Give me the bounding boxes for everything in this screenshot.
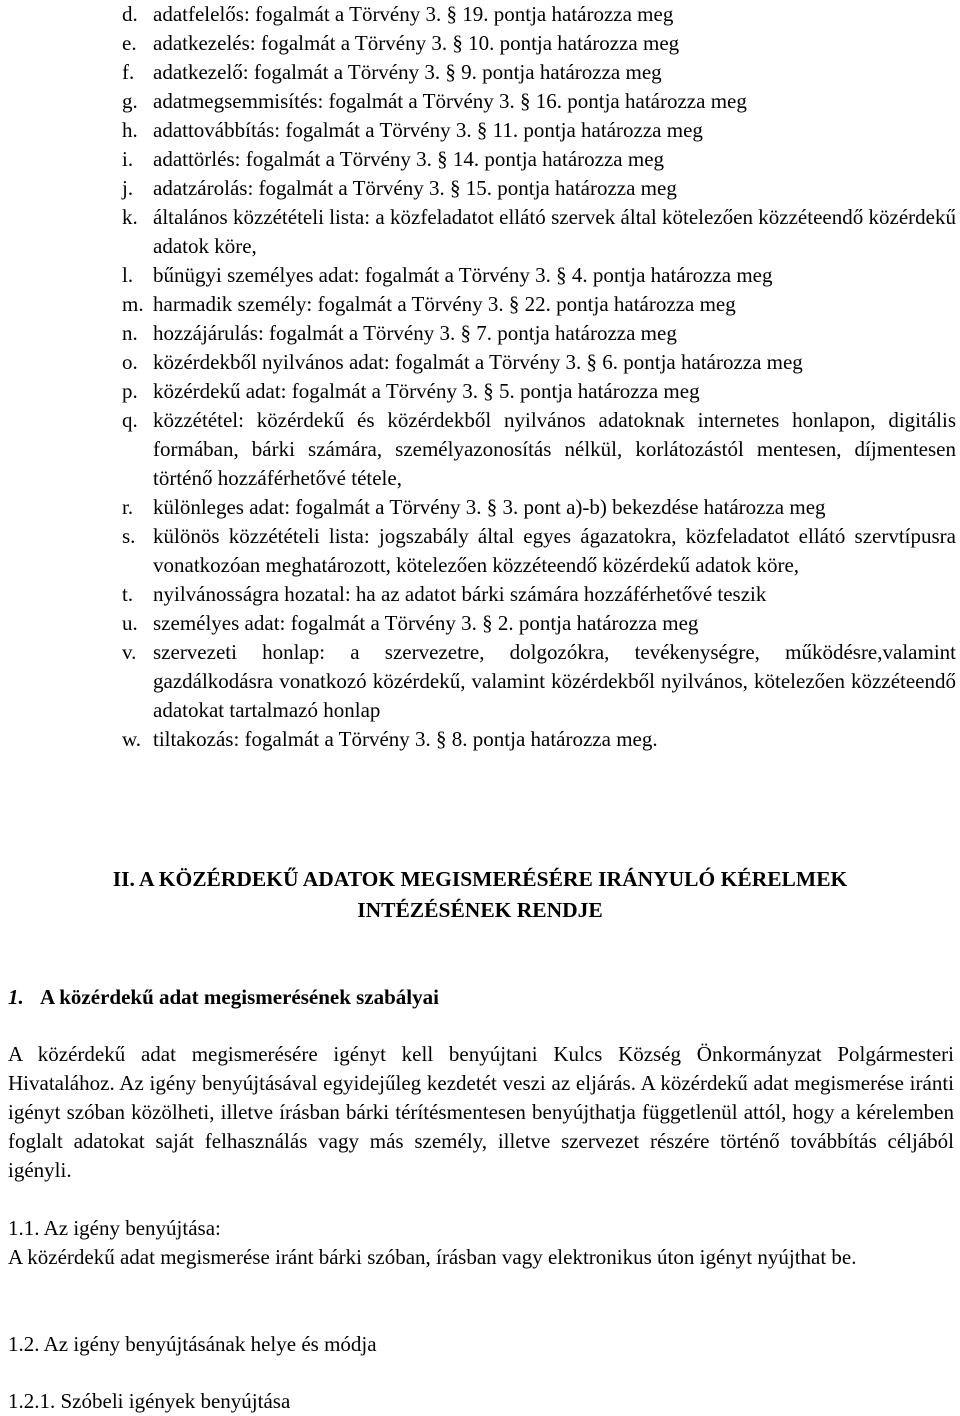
chapter-heading: [40, 864, 920, 926]
list-letter: w.: [122, 727, 142, 751]
list-text: különleges adat: fogalmát a Törvény 3. § 3. pont a)-b) bekezdése határozza meg: [153, 495, 826, 519]
list-text: nyilvánosságra hozatal: ha az adatot bárki számára hozzáférhetővé teszik: [153, 582, 767, 606]
list-item: [122, 203, 956, 261]
chapter-heading-line2: INTÉZÉSÉNEK RENDJE: [357, 898, 603, 922]
list-letter: h.: [122, 118, 138, 142]
list-letter: j.: [122, 176, 134, 200]
list-letter: p.: [122, 379, 138, 403]
section-number: 1.: [8, 985, 24, 1009]
list-letter: f.: [122, 60, 135, 84]
list-text: adatkezelés: fogalmát a Törvény 3. § 10. pontja határozza meg: [153, 31, 680, 55]
list-item: [122, 493, 956, 522]
list-text: adattovábbítás: fogalmát a Törvény 3. § 11. pontja határozza meg: [153, 118, 703, 142]
list-item: [122, 725, 956, 754]
list-letter: u.: [122, 611, 138, 635]
list-item: [122, 87, 956, 116]
list-letter: t.: [122, 582, 134, 606]
list-item: [122, 609, 956, 638]
list-item: [122, 638, 956, 725]
list-text: hozzájárulás: fogalmát a Törvény 3. § 7. pontja határozza meg: [153, 321, 677, 345]
subsection-1-2-title: 1.2. Az igény benyújtásának helye és módja: [8, 1332, 377, 1356]
list-item: [122, 261, 956, 290]
subsection-1-1-title: 1.1. Az igény benyújtása:: [8, 1216, 221, 1240]
list-text: közérdekű adat: fogalmát a Törvény 3. § 5. pontja határozza meg: [153, 379, 700, 403]
list-letter: m.: [122, 292, 144, 316]
list-text: közérdekből nyilvános adat: fogalmát a Törvény 3. § 6. pontja határozza meg: [153, 350, 803, 374]
list-letter: g.: [122, 89, 138, 113]
list-letter: q.: [122, 408, 138, 432]
list-letter: s.: [122, 524, 136, 548]
list-letter: n.: [122, 321, 138, 345]
list-text: személyes adat: fogalmát a Törvény 3. § 2. pontja határozza meg: [153, 611, 699, 635]
list-text: adattörlés: fogalmát a Törvény 3. § 14. pontja határozza meg: [153, 147, 665, 171]
subsection-1-2-1-title: 1.2.1. Szóbeli igények benyújtása: [8, 1389, 291, 1413]
list-text: adatkezelő: fogalmát a Törvény 3. § 9. pontja határozza meg: [153, 60, 662, 84]
list-item: [122, 29, 956, 58]
list-letter: d.: [122, 2, 138, 26]
list-item: [122, 348, 956, 377]
list-letter: l.: [122, 263, 134, 287]
list-letter: k.: [122, 205, 138, 229]
list-text: különös közzétételi lista: jogszabály által egyes ágazatokra, közfeladatot ellátó szervtípusra vonatkozóan meghatározott, kötelezően közzéteendő közérdekű adatok köre,: [153, 524, 956, 577]
section-title-text: A közérdekű adat megismerésének szabályai: [40, 985, 439, 1009]
list-text: adatzárolás: fogalmát a Törvény 3. § 15. pontja határozza meg: [153, 176, 677, 200]
section-paragraph: A közérdekű adat megismerésére igényt kell benyújtani Kulcs Község Önkormányzat Polgármesteri Hivatalához. Az igény benyújtásával egyidejűleg kezdetét veszi az eljárás. A közérdekű adat megismerése iránti igényt szóban közölheti, illetve írásban bárki térítésmentesen benyújthatja függetlenül attól, hogy a kérelemben foglalt adatokat saját felhasználás vagy más személy, illetve szervezet részére történő továbbítás céljából igényli.: [8, 1042, 954, 1182]
list-letter: v.: [122, 640, 137, 664]
list-text: tiltakozás: fogalmát a Törvény 3. § 8. pontja határozza meg.: [153, 727, 658, 751]
list-item: [122, 58, 956, 87]
definitions-list: [122, 0, 956, 754]
list-item: [122, 0, 956, 29]
list-item: [122, 377, 956, 406]
chapter-heading-line1: II. A KÖZÉRDEKŰ ADATOK MEGISMERÉSÉRE IRÁNYULÓ KÉRELMEK: [112, 867, 848, 891]
list-letter: o.: [122, 350, 138, 374]
list-text: bűnügyi személyes adat: fogalmát a Törvény 3. § 4. pontja határozza meg: [153, 263, 773, 287]
section-title: [8, 983, 439, 1012]
list-letter: i.: [122, 147, 134, 171]
list-item: [122, 174, 956, 203]
list-item: [122, 145, 956, 174]
list-text: közzététel: közérdekű és közérdekből nyilvános adatoknak internetes honlapon, digitális formában, bárki számára, személyazonosítás nélkül, korlátozástól mentesen, díjmentesen történő hozzáférhetővé tétele,: [153, 408, 956, 490]
list-item: [122, 319, 956, 348]
list-text: adatmegsemmisítés: fogalmát a Törvény 3. § 16. pontja határozza meg: [153, 89, 747, 113]
list-item: [122, 290, 956, 319]
list-text: szervezeti honlap: a szervezetre, dolgozókra, tevékenységre, működésre,valamint gazdálkodásra vonatkozó közérdekű, valamint közérdekből nyilvános, kötelezően közzéteendő adatokat tartalmazó honlap: [153, 640, 956, 722]
list-item: [122, 406, 956, 493]
list-text: adatfelelős: fogalmát a Törvény 3. § 19. pontja határozza meg: [153, 2, 674, 26]
list-letter: e.: [122, 31, 137, 55]
subsection-1-1-text: A közérdekű adat megismerése iránt bárki szóban, írásban vagy elektronikus úton igényt nyújthat be.: [8, 1245, 857, 1269]
list-letter: r.: [122, 495, 134, 519]
list-item: [122, 580, 956, 609]
list-text: harmadik személy: fogalmát a Törvény 3. § 22. pontja határozza meg: [153, 292, 736, 316]
list-text: általános közzétételi lista: a közfeladatot ellátó szervek által kötelezően közzéteendő közérdekű adatok köre,: [153, 205, 956, 258]
list-item: [122, 116, 956, 145]
list-item: [122, 522, 956, 580]
